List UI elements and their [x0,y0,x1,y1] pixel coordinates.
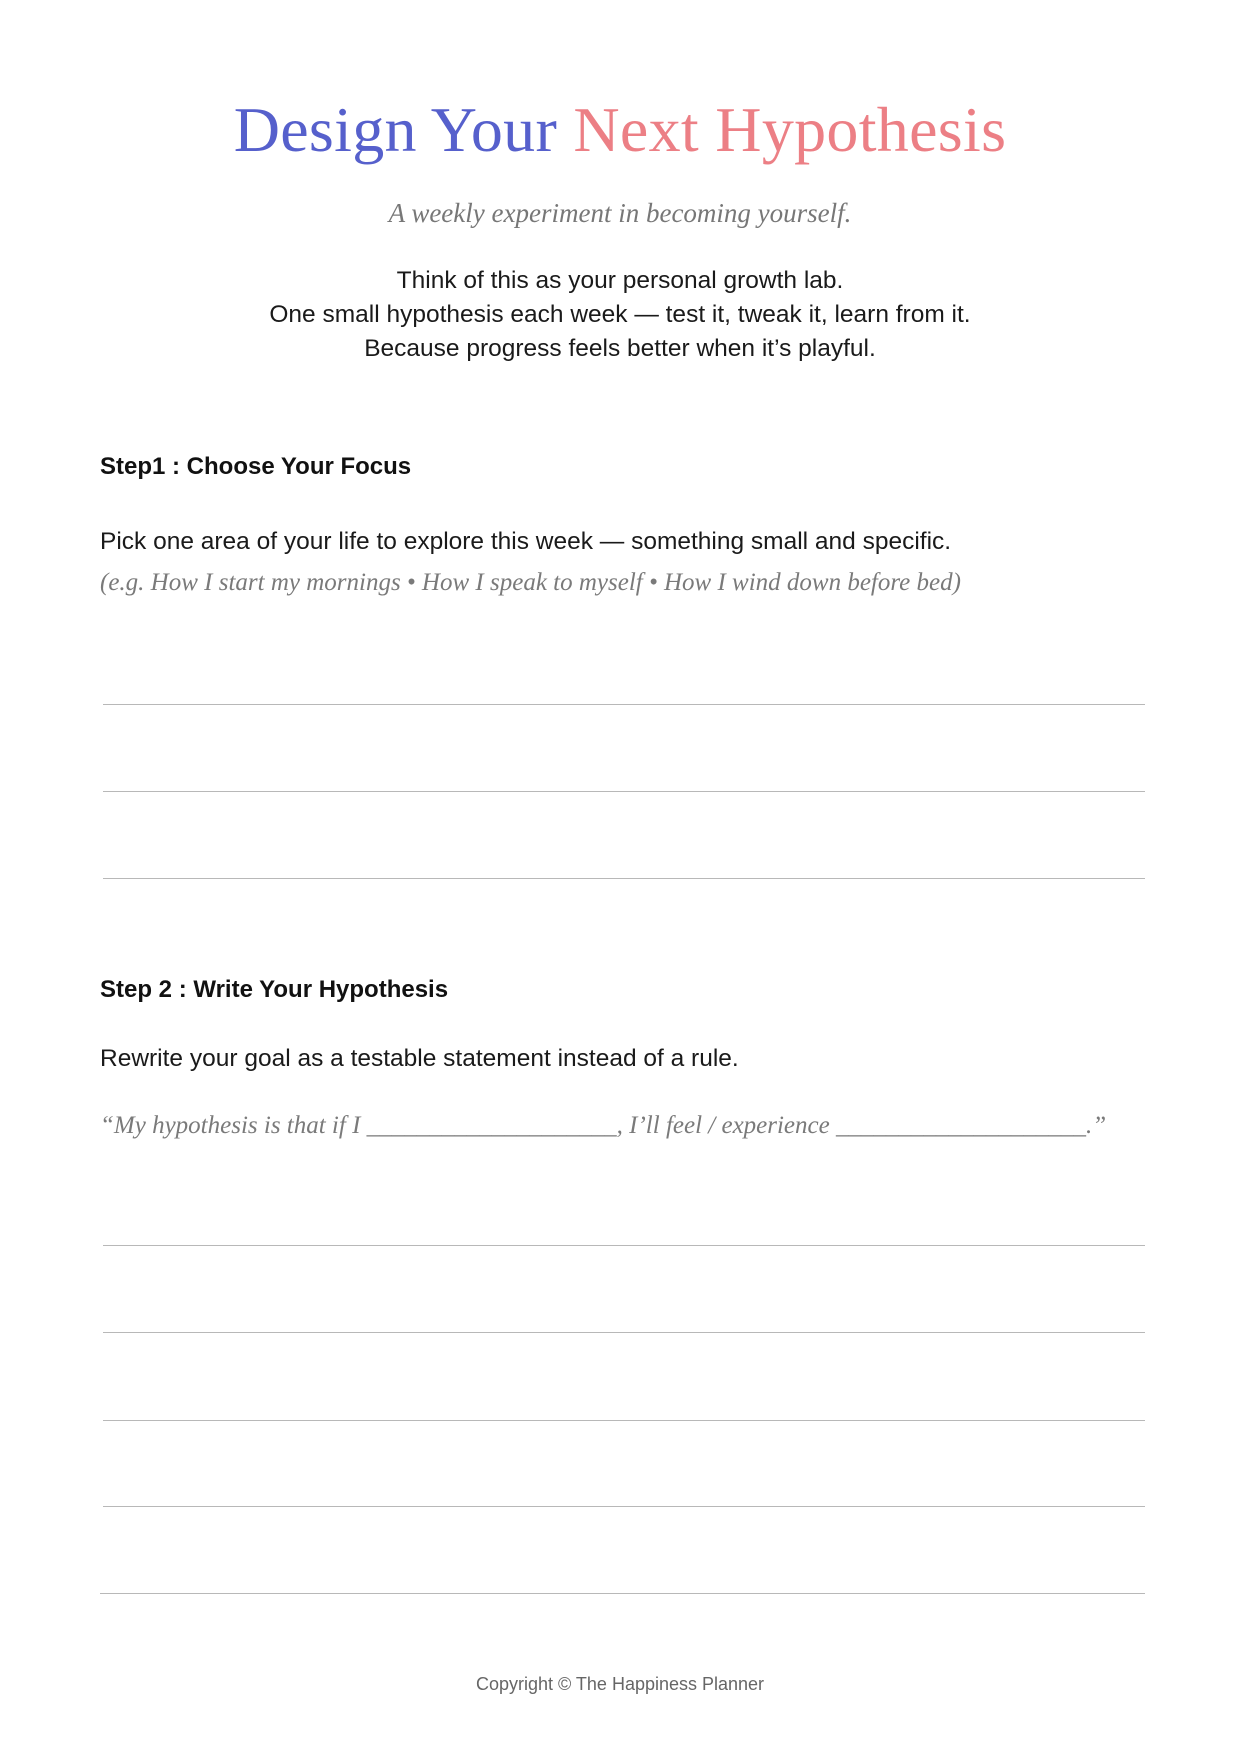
title-part-accent: Next Hypothesis [573,94,1007,165]
page-title [0,92,1240,168]
step1-heading: Step1 : Choose Your Focus [100,453,412,480]
step1-writing-line[interactable] [103,704,1145,705]
intro-line: One small hypothesis each week — test it, tweak it, learn from it. [269,301,971,328]
step2-writing-line[interactable] [103,1332,1145,1333]
step2-heading: Step 2 : Write Your Hypothesis [100,976,449,1003]
step1-example: (e.g. How I start my mornings • How I speak to myself • How I wind down before bed) [100,569,961,596]
step2-writing-line[interactable] [103,1506,1145,1507]
step2-writing-line[interactable] [103,1420,1145,1421]
page-subtitle: A weekly experiment in becoming yourself. [388,198,852,228]
intro-line: Think of this as your personal growth lab. [396,267,844,294]
title-part-primary: Design Your [233,94,558,165]
copyright-footer: Copyright © The Happiness Planner [475,1674,765,1694]
step1-writing-line[interactable] [103,791,1145,792]
step2-example: “My hypothesis is that if I ____________________, I’ll feel / experience ____________________.” [100,1112,1107,1139]
intro-line: Because progress feels better when it’s playful. [364,335,876,362]
step2-writing-line[interactable] [100,1593,1145,1594]
intro-paragraph [0,264,1240,366]
step2-instruction: Rewrite your goal as a testable statement instead of a rule. [100,1045,739,1072]
step1-instruction: Pick one area of your life to explore this week — something small and specific. [100,528,952,555]
step2-writing-line[interactable] [103,1245,1145,1246]
step1-writing-line[interactable] [103,878,1145,879]
